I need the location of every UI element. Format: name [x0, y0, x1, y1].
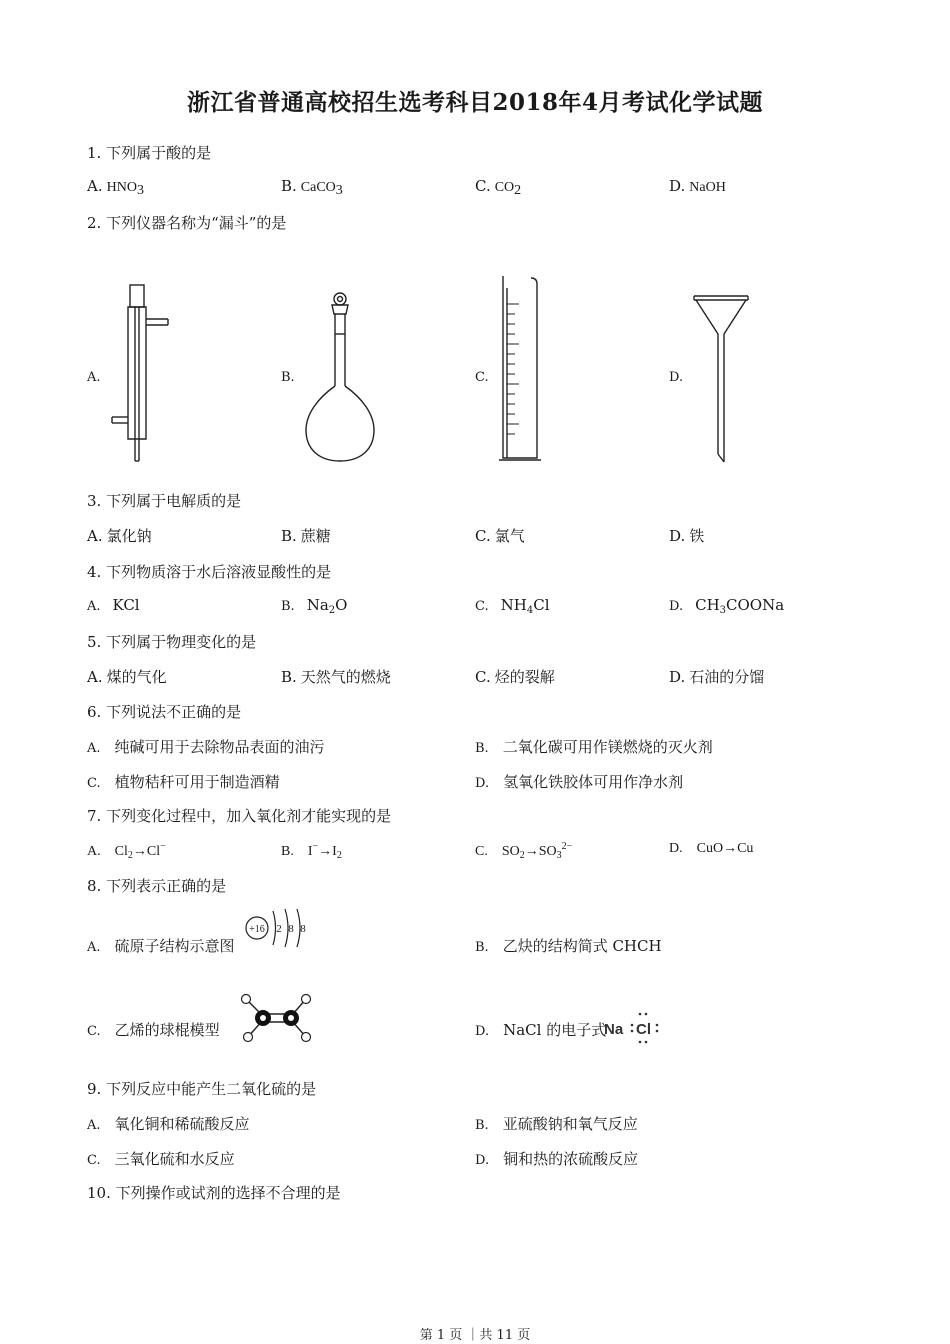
hydrogen-atom: [244, 1033, 253, 1042]
condenser-icon: [108, 283, 172, 465]
q9-option-c: C. 三氧化硫和水反应: [87, 1150, 235, 1168]
volumetric-flask-icon: [302, 290, 378, 464]
q4-option-a: A. KCl: [87, 596, 140, 614]
question-10-stem: 10. 下列操作或试剂的选择不合理的是: [87, 1184, 341, 1202]
carbon-highlight: [260, 1015, 266, 1021]
q8-option-d: D. NaCl 的电子式: [475, 1021, 607, 1039]
chlorine-symbol: Cl: [636, 1021, 651, 1038]
sodium-symbol: Na: [604, 1021, 624, 1038]
q6-option-d: D. 氢氧化铁胶体可用作净水剂: [475, 773, 684, 791]
q1-option-b: B. CaCO$_3$: [281, 177, 343, 198]
q7-option-d: D. CuO→Cu: [669, 841, 754, 856]
sulfur-atom-diagram: [243, 906, 311, 948]
q9-option-b: B. 亚硫酸钠和氧气反应: [475, 1115, 638, 1133]
question-1-stem: 1. 下列属于酸的是: [87, 144, 212, 162]
q5-option-c: C. 烃的裂解: [475, 668, 555, 686]
q5-option-a: A. 煤的气化: [87, 668, 167, 686]
shell-2-count: 8: [288, 923, 294, 935]
q2-option-b-letter: B.: [281, 370, 295, 385]
q3-option-b: B. 蔗糖: [281, 527, 331, 545]
graduated-cylinder-icon: [497, 274, 543, 464]
q1-option-d: D. NaOH: [669, 177, 726, 195]
question-2-stem: 2. 下列仪器名称为“漏斗”的是: [87, 214, 287, 232]
shell-3-count: 8: [300, 923, 306, 935]
q3-option-c: C. 氯气: [475, 527, 525, 545]
q9-option-a: A. 氧化铜和稀硫酸反应: [87, 1115, 250, 1133]
q4-option-b: B. $Na_2O$: [281, 596, 348, 616]
question-5-stem: 5. 下列属于物理变化的是: [87, 633, 257, 651]
q4-option-c: C. $NH_4Cl$: [475, 596, 550, 616]
q5-option-b: B. 天然气的燃烧: [281, 668, 391, 686]
hydrogen-atom: [302, 995, 311, 1004]
question-3-stem: 3. 下列属于电解质的是: [87, 492, 242, 510]
question-7-stem: 7. 下列变化过程中，加入氧化剂才能实现的是: [87, 807, 392, 825]
shell-1-count: 2: [276, 923, 282, 935]
q8-option-c: C. 乙烯的球棍模型: [87, 1021, 220, 1039]
q1-option-a: A. $HNO_3$: [87, 177, 144, 198]
question-4-stem: 4. 下列物质溶于水后溶液显酸性的是: [87, 563, 332, 581]
q1-option-c: C. $CO_2$: [475, 177, 522, 198]
q2-option-d-letter: D.: [669, 370, 684, 385]
q6-option-b: B. 二氧化碳可用作镁燃烧的灭火剂: [475, 738, 713, 756]
q7-option-c: C. $SO_2\to SO_3^{2-}$: [475, 841, 573, 861]
q7-option-b: B. $I^-\to I_2$: [281, 841, 342, 861]
q7-option-a: A. $Cl_2\to Cl^-$: [87, 841, 166, 861]
q4-option-d: D. $CH_3COONa$: [669, 596, 785, 616]
hydrogen-atom: [302, 1033, 311, 1042]
question-6-stem: 6. 下列说法不正确的是: [87, 703, 242, 721]
q8-option-a: A. 硫原子结构示意图: [87, 937, 235, 955]
ethylene-ball-stick-model: [236, 991, 318, 1045]
nucleus-charge: +16: [249, 924, 265, 935]
question-9-stem: 9. 下列反应中能产生二氧化硫的是: [87, 1080, 317, 1098]
q5-option-d: D. 石油的分馏: [669, 668, 765, 686]
hydrogen-atom: [242, 995, 251, 1004]
page-title: 浙江省普通高校招生选考科目2018年4月考试化学试题: [186, 89, 764, 116]
q6-option-c: C. 植物秸秆可用于制造酒精: [87, 773, 280, 791]
carbon-highlight: [288, 1015, 294, 1021]
q8-option-b: B. 乙炔的结构简式 CHCH: [475, 937, 662, 955]
q9-option-d: D. 铜和热的浓硫酸反应: [475, 1150, 639, 1168]
q2-option-a-letter: A.: [87, 370, 101, 385]
question-8-stem: 8. 下列表示正确的是: [87, 877, 227, 895]
q3-option-a: A. 氯化钠: [87, 527, 152, 545]
nacl-electron-formula: [604, 1011, 662, 1045]
funnel-icon: [692, 292, 750, 464]
page-footer: 第 1 页 ｜共 11 页: [419, 1328, 531, 1343]
q3-option-d: D. 铁: [669, 527, 705, 545]
q2-option-c-letter: C.: [475, 370, 489, 385]
q6-option-a: A. 纯碱可用于去除物品表面的油污: [87, 738, 325, 756]
